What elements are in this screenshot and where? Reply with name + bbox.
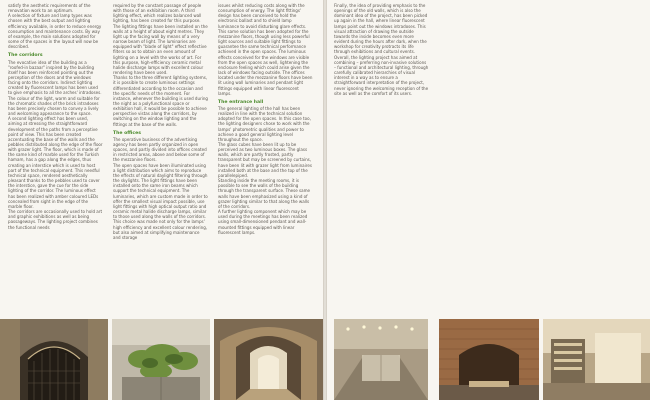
body-paragraph: Overall, the lighting project has aimed at combining – preferring non-invasive solutions – functional and architectural lighting, through carefully calibrated hierarchies of visual interest in a way as to ensure a straightforward interpretation of the project, never ignoring the welcoming reception of the site as well as the comfort of its users. bbox=[334, 54, 429, 96]
text-column-1 bbox=[8, 3, 103, 230]
body-paragraph: A second lighting effect has been used, aiming at stressing the straightforward development of the paths from a perceptive point of view. This has been created accentuating the base of the walls and the pebbles distributed along the edge of the floor with grazer light. The floor, which is made of the same kind of marble used for the Turkish hamam, has a gap along the edges, thus creating an interstice which is used to host part of the technical equipment. This needful technical space, rendered aesthetically pleasant thanks to the pebbles used to cover the interstice, gave the cue for the side lighting of the corridor. The luminous effect has been realized with amber coloured LEDs concealed from sight in the edge of the marble floor. bbox=[8, 116, 103, 209]
body-paragraph: Thanks to the three different lighting systems, it is possible to create luminous settings differentiated according to the occasion and the specific needs of the moment. For instance, whenever the building is used during the night as a polyfunctional space or exhibition hall, it would be possible to achieve perspective vistas along the corridors, by switching on the window lighting and the fittings at the base of the walls. bbox=[113, 75, 208, 127]
photo-bright-hall bbox=[543, 319, 650, 400]
photo-brick-hall bbox=[439, 319, 539, 400]
photo-green-plants bbox=[112, 319, 210, 400]
body-paragraph: Standing inside the meeting rooms, it is possible to see the walls of the building through the transparent surface. These same walls have been emphasized using a kind of grazer lighting similar to that along the walls of the corridors. bbox=[218, 178, 311, 209]
left-page bbox=[0, 0, 323, 400]
body-paragraph: required by the constant passage of people with those of an exhibition room. A third lighting effect, which realizes balanced wall lighting, has been created for this purpose. The lighting fittings have been installed on the walls at a height of about eight metres. They light up the facing wall by means of a very narrow beam of light. The luminaries are equipped with "blade of light" effect reflective filters so as to obtain an even amount of lighting on a level with the works of art. For this purpose, high-efficiency ceramic metal halide discharge lamps with excellent colour rendering have been used. bbox=[113, 3, 208, 76]
body-paragraph: The general lighting of the hall has been realized in line with the technical solution adopted for the open spaces. In this case too, the lighting designers chose to work with the lamps' photometric qualities and power to achieve a good general lighting level throughout the space. bbox=[218, 105, 311, 142]
section-heading: The offices bbox=[113, 130, 141, 136]
section-heading: The corridors bbox=[8, 53, 43, 59]
photo-arched-door bbox=[0, 319, 108, 400]
body-paragraph: The open spaces have been illuminated using a light distribution which aims to reproduce the effects of natural daylight filtering through the skylights. The light fittings have been installed onto the same iron beams which support the technical equipment. The luminaries, which are custom made in order to offer the smallest visual impact possible, use light fittings with high optical output ratio and ceramic metal halide discharge lamps, similar to those used along the walls of the corridors. This choice was made not only for the lamps' high efficiency and excellent colour rendering, but also aimed at simplifying maintenance and storage bbox=[113, 162, 208, 240]
body-paragraph: A further lighting component which may be used during the meetings has been realized using small-dimensioned pendant and wall-mounted fittings equipped with linear fluorescent lamps. bbox=[218, 209, 308, 235]
photo-corridor bbox=[214, 319, 323, 400]
body-paragraph: satisfy the aesthetic requirements of the renovation work to an optimum. bbox=[8, 3, 91, 14]
text-column-2 bbox=[113, 3, 208, 240]
body-paragraph: This same solution has been adopted for the mezzanine floors, though using less powerful light sources and suitable light fittings to guarantee the same technical performance achieved in the open spaces. The luminous effects conceived for the windows are visible from the open spaces as well, lightening the enclosure feeling which could arise given the lack of windows facing outside. The offices located under the mezzanine floors have been lit using wall luminaries and pendant light fittings equipped with linear fluorescent lamps. bbox=[218, 28, 313, 96]
body-paragraph: Finally, the idea of providing emphasis to the openings of the old walls, which is also the dominant idea of the project, has been picked up again in the hall, where linear fluorescent lamps point out the windows intradoses. This visual attraction of drawing the outside towards the inside becomes even more evident during the hours after dark, when the workshop for creativity protracts its life through exhibitions and cultural events. bbox=[334, 3, 428, 55]
text-column-3 bbox=[218, 3, 313, 235]
body-paragraph: A selection of fixture and lamp types was chosen with the best output and lighting efficiency available, in order to reduce energy consumption and maintenance costs. By way of example, the main solutions adopted for some of the spaces in the layout will now be described. bbox=[8, 13, 102, 50]
body-paragraph: The glass cubes have been lit up to be perceived as two luminous boxes. The glass walls, which are partly frosted, partly transparent but may be screened by curtains, have been lit with grazer light from luminaires installed both at the base and the top of the parallelepiped. bbox=[218, 142, 312, 178]
body-paragraph: issues whilst reducing costs along with the consumption of energy. The light fittings' design has been conceived to hold the electronic ballast and to shield lamp luminance to avoid disturbing glare effects. bbox=[218, 3, 307, 29]
body-paragraph: The evocative idea of the building as a "roofed-in bazaar" inspired by the building itself has been reinforced pointing out the perception of the doors and the windows facing onto the corridors. Indirect lighting created by fluorescent lamps has been used to give emphasis to all the arches' intradoses. The colour of the light, warm and suitable for the chromatic shades of the brick intradoses has been precisely chosen to convey a lively and welcoming appearance to the space. bbox=[8, 59, 102, 117]
text-column-4 bbox=[334, 3, 429, 96]
body-paragraph: The operative business of the advertising agency has been partly organized in open spaces, and partly divided into offices created in restricted areas, above and below some of the mezzanine floors. bbox=[113, 136, 207, 163]
section-heading: The entrance hall bbox=[218, 99, 264, 105]
body-paragraph: The corridors are occasionally used to hold art and graphic exhibitions as well as being passageways. The lighting project combines the functional needs bbox=[8, 209, 103, 230]
right-page bbox=[327, 0, 650, 400]
photo-glass-walkway bbox=[334, 319, 428, 400]
